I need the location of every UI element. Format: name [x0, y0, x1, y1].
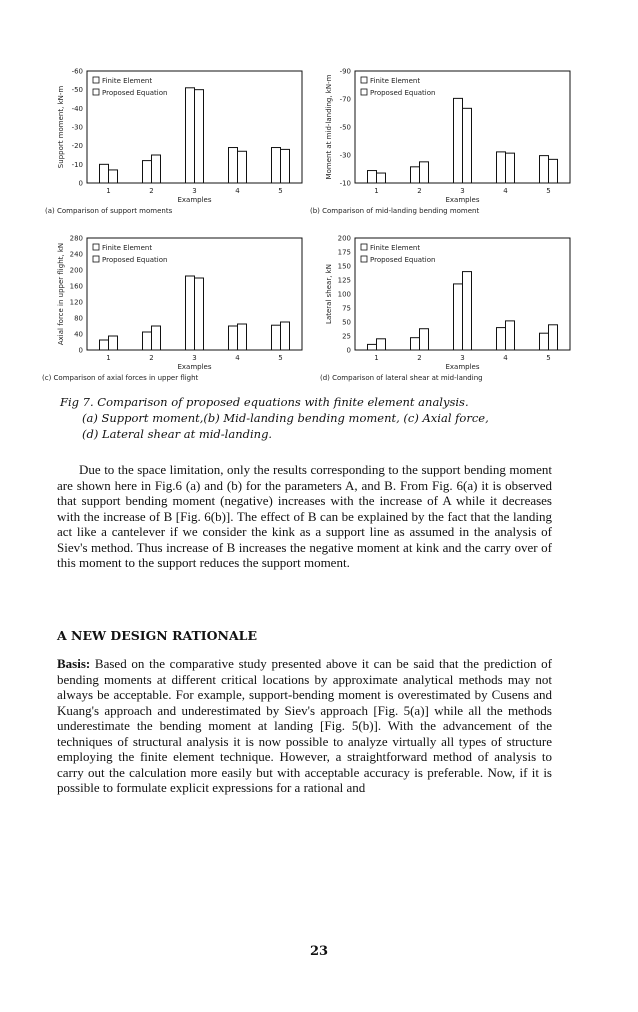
bar-proposed-equation — [506, 321, 515, 350]
legend-label: Finite Element — [102, 244, 153, 252]
y-tick-label: 0 — [346, 346, 351, 355]
y-tick-label: -40 — [71, 104, 83, 113]
paragraph-text: Based on the comparative study presented above it can be said that the prediction of bending moments at different critical locations by approximate analytical methods may not always be acceptable. For example, support-bending moment is overestimated by Cusens and Kuang's approach and underestimated by Siev's approach [Fig. 5(a)] while all the methods underestimate the bending moment at landing [Fig. 5(b)]. With the advancement of the techniques of structural analysis it is now possible to analyze virtually all types of structure employing the finite element technique. However, a straightforward method of analysis to carry out the calculation more easily but with acceptable accuracy is preferable. Now, if it is possible to formulate explicit expressions for a rational and — [57, 656, 552, 795]
y-tick-label: 150 — [337, 262, 351, 271]
bar-finite-element — [143, 161, 152, 183]
bar-finite-element — [411, 338, 420, 350]
x-tick-label: 4 — [503, 354, 508, 362]
legend-swatch — [93, 77, 99, 83]
y-tick-label: 240 — [69, 250, 83, 259]
subplot-caption: (d) Comparison of lateral shear at mid-landing — [320, 374, 483, 382]
bar-finite-element — [497, 328, 506, 350]
bar-proposed-equation — [195, 90, 204, 183]
bar-proposed-equation — [463, 272, 472, 350]
legend-swatch — [93, 244, 99, 250]
x-tick-label: 1 — [374, 187, 379, 195]
bar-finite-element — [368, 344, 377, 350]
x-tick-label: 3 — [192, 187, 197, 195]
x-tick-label: 5 — [546, 187, 551, 195]
y-tick-label: 0 — [78, 346, 83, 355]
chart-mid-landing-moment — [305, 55, 595, 220]
bar-proposed-equation — [377, 173, 386, 183]
legend-swatch — [361, 244, 367, 250]
x-tick-label: 5 — [278, 354, 283, 362]
x-tick-label: 2 — [149, 187, 154, 195]
bar-proposed-equation — [109, 170, 118, 183]
legend-label: Finite Element — [370, 77, 421, 85]
legend-label: Proposed Equation — [102, 89, 168, 97]
bar-proposed-equation — [420, 162, 429, 183]
y-tick-label: 40 — [74, 330, 83, 339]
bar-finite-element — [143, 332, 152, 350]
bar-proposed-equation — [195, 278, 204, 350]
subplot-caption: (a) Comparison of support moments — [45, 207, 173, 215]
y-tick-label: -60 — [71, 67, 83, 76]
bar-finite-element — [272, 325, 281, 350]
body-paragraph-2 — [57, 656, 552, 796]
figure-caption-line2: (a) Support moment,(b) Mid-landing bending moment, (c) Axial force, — [82, 411, 489, 425]
x-tick-label: 1 — [374, 354, 379, 362]
x-axis-label: Examples — [445, 196, 480, 204]
y-tick-label: -50 — [339, 123, 351, 132]
figure-caption-line1: Fig 7. Comparison of proposed equations with finite element analysis. — [60, 395, 469, 409]
bar-proposed-equation — [377, 339, 386, 350]
bar-proposed-equation — [463, 108, 472, 183]
bar-finite-element — [100, 340, 109, 350]
legend-swatch — [361, 256, 367, 262]
bar-finite-element — [186, 276, 195, 350]
section-heading: A NEW DESIGN RATIONALE — [57, 628, 257, 643]
x-axis-label: Examples — [445, 363, 480, 371]
y-tick-label: 200 — [69, 266, 83, 275]
bar-finite-element — [272, 148, 281, 183]
x-tick-label: 4 — [503, 187, 508, 195]
chart-c-svg — [30, 228, 290, 393]
bar-proposed-equation — [281, 322, 290, 350]
x-axis-label: Examples — [177, 196, 212, 204]
legend-label: Proposed Equation — [102, 256, 168, 264]
bar-finite-element — [229, 326, 238, 350]
y-tick-label: 175 — [337, 248, 351, 257]
y-axis-label: Moment at mid-landing, kN-m — [325, 74, 333, 180]
bar-proposed-equation — [549, 159, 558, 183]
y-axis-label: Lateral shear, kN — [325, 264, 333, 324]
bar-finite-element — [497, 152, 506, 183]
bar-finite-element — [540, 156, 549, 183]
y-tick-label: 25 — [342, 332, 351, 341]
chart-a-svg — [30, 55, 290, 220]
bar-proposed-equation — [549, 325, 558, 350]
y-tick-label: 125 — [337, 276, 351, 285]
y-tick-label: 100 — [337, 290, 351, 299]
x-tick-label: 4 — [235, 187, 240, 195]
y-tick-label: 280 — [69, 234, 83, 243]
bar-proposed-equation — [109, 336, 118, 350]
bar-finite-element — [454, 98, 463, 183]
bar-proposed-equation — [238, 324, 247, 350]
body-paragraph-1 — [57, 462, 552, 571]
bar-proposed-equation — [420, 329, 429, 350]
legend-label: Proposed Equation — [370, 89, 436, 97]
x-tick-label: 3 — [192, 354, 197, 362]
paragraph-text: Due to the space limitation, only the results corresponding to the support bending moment are shown here in Fig.6 (a) and (b) for the parameters A, and B. From Fig. 6(a) it is observed that support bending moment (negative) increases with the increase of A while it decreases with the increase of B [Fig. 6(b)]. The effect of B can be explained by the fact that the landing act like a cantelever if we consider the kink as a support line as assumed in the analysis of Siev's method. Thus increase of B increases the negative moment at kink and the carry over of this moment to the support reduces the support moment. — [57, 462, 552, 570]
y-tick-label: -30 — [339, 151, 351, 160]
chart-d-svg — [305, 228, 595, 393]
y-tick-label: 50 — [342, 318, 351, 327]
x-tick-label: 2 — [149, 354, 154, 362]
legend-swatch — [361, 89, 367, 95]
chart-b-svg — [305, 55, 595, 220]
page-number: 23 — [309, 944, 329, 959]
legend-swatch — [93, 256, 99, 262]
y-tick-label: -50 — [71, 86, 83, 95]
x-tick-label: 3 — [460, 354, 465, 362]
x-tick-label: 2 — [417, 354, 422, 362]
x-tick-label: 1 — [106, 187, 111, 195]
bar-proposed-equation — [238, 151, 247, 183]
x-tick-label: 1 — [106, 354, 111, 362]
y-tick-label: -90 — [339, 67, 351, 76]
bar-finite-element — [229, 148, 238, 183]
y-axis-label: Support moment, kN-m — [57, 85, 65, 169]
y-tick-label: -10 — [71, 160, 83, 169]
y-axis-label: Axial force in upper flight, kN — [57, 242, 65, 346]
bar-proposed-equation — [152, 326, 161, 350]
y-tick-label: -20 — [71, 142, 83, 151]
y-tick-label: -30 — [71, 123, 83, 132]
legend-label: Proposed Equation — [370, 256, 436, 264]
bar-finite-element — [411, 167, 420, 183]
subplot-caption: (b) Comparison of mid-landing bending moment — [310, 207, 480, 215]
figure-caption-line3: (d) Lateral shear at mid-landing. — [82, 427, 273, 441]
subplot-caption: (c) Comparison of axial forces in upper flight — [42, 374, 199, 382]
y-tick-label: 0 — [78, 179, 83, 188]
chart-axial-force — [30, 228, 290, 393]
chart-lateral-shear — [305, 228, 595, 393]
y-tick-label: 200 — [337, 234, 351, 243]
x-axis-label: Examples — [177, 363, 212, 371]
bar-finite-element — [100, 164, 109, 183]
bar-finite-element — [540, 333, 549, 350]
legend-label: Finite Element — [370, 244, 421, 252]
y-tick-label: 75 — [342, 304, 351, 313]
y-tick-label: 120 — [69, 298, 83, 307]
y-tick-label: -10 — [339, 179, 351, 188]
y-tick-label: 160 — [69, 282, 83, 291]
bar-proposed-equation — [506, 153, 515, 183]
x-tick-label: 4 — [235, 354, 240, 362]
chart-support-moment — [30, 55, 290, 220]
y-tick-label: 80 — [74, 314, 83, 323]
legend-swatch — [93, 89, 99, 95]
x-tick-label: 5 — [278, 187, 283, 195]
legend-swatch — [361, 77, 367, 83]
x-tick-label: 5 — [546, 354, 551, 362]
x-tick-label: 2 — [417, 187, 422, 195]
bar-finite-element — [368, 171, 377, 183]
x-tick-label: 3 — [460, 187, 465, 195]
bar-finite-element — [454, 284, 463, 350]
y-tick-label: -70 — [339, 95, 351, 104]
basis-label: Basis: — [57, 656, 91, 671]
bar-proposed-equation — [281, 149, 290, 183]
legend-label: Finite Element — [102, 77, 153, 85]
bar-proposed-equation — [152, 155, 161, 183]
bar-finite-element — [186, 88, 195, 183]
